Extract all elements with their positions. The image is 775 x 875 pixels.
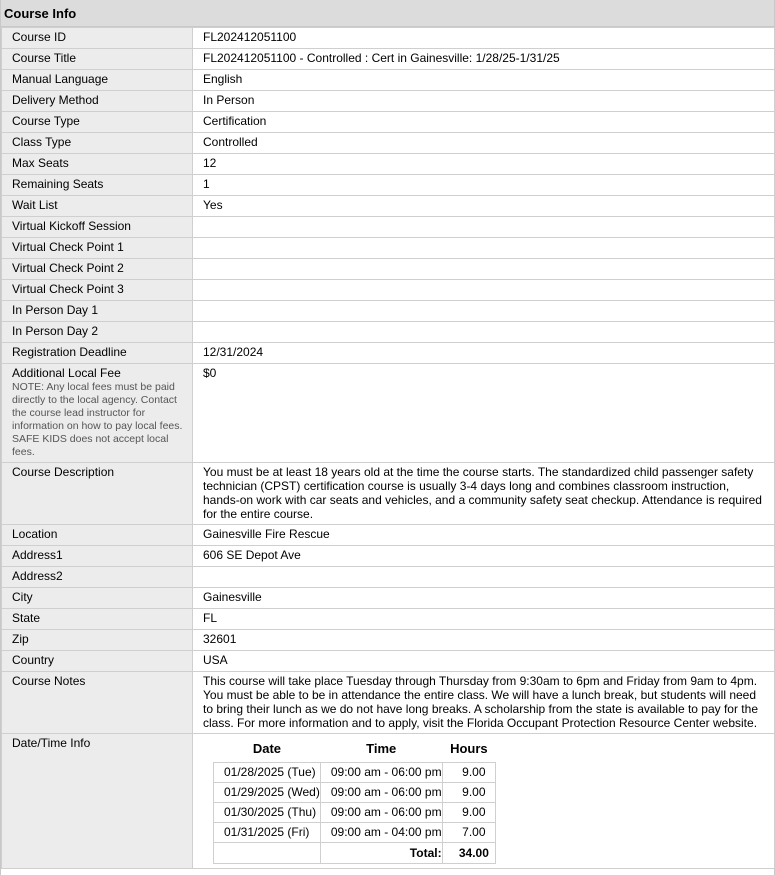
field-label: Delivery Method bbox=[2, 91, 193, 112]
table-row bbox=[2, 112, 775, 133]
table-row bbox=[2, 91, 775, 112]
table-row bbox=[2, 672, 775, 734]
session-hours: 9.00 bbox=[442, 803, 496, 823]
time-column-header: Time bbox=[366, 741, 397, 756]
field-label: Registration Deadline bbox=[2, 343, 193, 364]
date-column-header: Date bbox=[252, 741, 282, 756]
table-row bbox=[2, 154, 775, 175]
remaining-seats-value: 1 bbox=[193, 175, 775, 196]
field-label: Course Notes bbox=[2, 672, 193, 734]
table-row bbox=[2, 546, 775, 567]
table-row bbox=[2, 343, 775, 364]
session-time: 09:00 am - 06:00 pm bbox=[320, 803, 442, 823]
field-label: Virtual Check Point 3 bbox=[2, 280, 193, 301]
panel-title: Course Info bbox=[1, 0, 774, 27]
session-hours: 7.00 bbox=[442, 823, 496, 843]
field-label: Date/Time Info bbox=[2, 734, 193, 869]
course-id-value: FL202412051100 bbox=[193, 28, 775, 49]
fee-note: NOTE: Any local fees must be paid directly to the local agency. Contact the course lead instructor for information on how to pay local fees. SAFE KIDS does not accept local fees. bbox=[12, 381, 183, 458]
delivery-method-value: In Person bbox=[193, 91, 775, 112]
table-row bbox=[2, 734, 775, 869]
total-hours: 34.00 bbox=[442, 843, 496, 864]
field-label: Manual Language bbox=[2, 70, 193, 91]
table-row bbox=[2, 70, 775, 91]
total-row bbox=[214, 843, 496, 864]
table-row bbox=[2, 463, 775, 525]
additional-fee-value: $0 bbox=[193, 364, 775, 463]
table-row bbox=[2, 49, 775, 70]
session-date: 01/30/2025 (Thu) bbox=[214, 803, 321, 823]
field-label: Wait List bbox=[2, 196, 193, 217]
session-date: 01/29/2025 (Wed) bbox=[214, 783, 321, 803]
table-row bbox=[2, 301, 775, 322]
field-label: Course Type bbox=[2, 112, 193, 133]
table-row bbox=[2, 259, 775, 280]
course-description-value: You must be at least 18 years old at the time the course starts. The standardized child passenger safety technician (CPST) certification course is usually 3-4 days long and combines classroom instruction, hands-on work with car seats and vehicles, and a community safety seat checkup. Attendance is required for the entire course. bbox=[193, 463, 775, 525]
state-value: FL bbox=[193, 609, 775, 630]
schedule-table bbox=[213, 740, 496, 864]
session-date: 01/28/2025 (Tue) bbox=[214, 763, 321, 783]
registration-deadline-value: 12/31/2024 bbox=[193, 343, 775, 364]
location-value: Gainesville Fire Rescue bbox=[193, 525, 775, 546]
course-info-table bbox=[1, 27, 775, 869]
session-time: 09:00 am - 06:00 pm bbox=[320, 783, 442, 803]
field-label: Country bbox=[2, 651, 193, 672]
field-label: Course Title bbox=[2, 49, 193, 70]
table-row bbox=[2, 609, 775, 630]
field-label: Location bbox=[2, 525, 193, 546]
virtual-kickoff-value bbox=[193, 217, 775, 238]
field-label: Course Description bbox=[2, 463, 193, 525]
course-title-value: FL202412051100 - Controlled : Cert in Gainesville: 1/28/25-1/31/25 bbox=[193, 49, 775, 70]
table-row bbox=[2, 651, 775, 672]
field-label: Remaining Seats bbox=[2, 175, 193, 196]
datetime-cell bbox=[193, 734, 775, 869]
field-label: Course ID bbox=[2, 28, 193, 49]
field-label: Additional Local Fee bbox=[12, 366, 121, 380]
field-label: Address2 bbox=[2, 567, 193, 588]
field-label: City bbox=[2, 588, 193, 609]
table-row bbox=[2, 567, 775, 588]
field-label: In Person Day 2 bbox=[2, 322, 193, 343]
field-label: Virtual Check Point 2 bbox=[2, 259, 193, 280]
table-row bbox=[2, 196, 775, 217]
schedule-row bbox=[214, 783, 496, 803]
wait-list-value: Yes bbox=[193, 196, 775, 217]
session-time: 09:00 am - 06:00 pm bbox=[320, 763, 442, 783]
table-row bbox=[2, 133, 775, 154]
table-row bbox=[2, 175, 775, 196]
schedule-row bbox=[214, 763, 496, 783]
address2-value bbox=[193, 567, 775, 588]
table-row bbox=[2, 588, 775, 609]
session-hours: 9.00 bbox=[442, 783, 496, 803]
field-label: Class Type bbox=[2, 133, 193, 154]
zip-value: 32601 bbox=[193, 630, 775, 651]
table-row bbox=[2, 525, 775, 546]
total-label: Total: bbox=[320, 843, 442, 864]
table-row bbox=[2, 630, 775, 651]
table-row bbox=[2, 217, 775, 238]
table-row bbox=[2, 28, 775, 49]
total-spacer bbox=[214, 843, 321, 864]
session-date: 01/31/2025 (Fri) bbox=[214, 823, 321, 843]
table-row bbox=[2, 238, 775, 259]
max-seats-value: 12 bbox=[193, 154, 775, 175]
field-label: Max Seats bbox=[2, 154, 193, 175]
field-label: Virtual Check Point 1 bbox=[2, 238, 193, 259]
schedule-row bbox=[214, 803, 496, 823]
course-notes-value: This course will take place Tuesday through Thursday from 9:30am to 6pm and Friday from 9am to 4pm. You must be able to be in attendance the entire class. We will have a lunch break, but students will need to bring their lunch as we do not have long breaks. A scholarship from the state is available to pay for the class. For more information and to apply, visit the Florida Occupant Protection Resource Center website. bbox=[193, 672, 775, 734]
in-person-day-1-value bbox=[193, 301, 775, 322]
country-value: USA bbox=[193, 651, 775, 672]
session-hours: 9.00 bbox=[442, 763, 496, 783]
hours-column-header: Hours bbox=[450, 741, 488, 756]
field-label: Address1 bbox=[2, 546, 193, 567]
schedule-row bbox=[214, 823, 496, 843]
in-person-day-2-value bbox=[193, 322, 775, 343]
field-label: State bbox=[2, 609, 193, 630]
table-row bbox=[2, 322, 775, 343]
table-row bbox=[2, 364, 775, 463]
city-value: Gainesville bbox=[193, 588, 775, 609]
field-label: Zip bbox=[2, 630, 193, 651]
table-row bbox=[2, 280, 775, 301]
virtual-check-point-2-value bbox=[193, 259, 775, 280]
course-type-value: Certification bbox=[193, 112, 775, 133]
field-label: In Person Day 1 bbox=[2, 301, 193, 322]
class-type-value: Controlled bbox=[193, 133, 775, 154]
manual-language-value: English bbox=[193, 70, 775, 91]
additional-fee-label-cell bbox=[2, 364, 193, 463]
address1-value: 606 SE Depot Ave bbox=[193, 546, 775, 567]
virtual-check-point-1-value bbox=[193, 238, 775, 259]
virtual-check-point-3-value bbox=[193, 280, 775, 301]
session-time: 09:00 am - 04:00 pm bbox=[320, 823, 442, 843]
field-label: Virtual Kickoff Session bbox=[2, 217, 193, 238]
